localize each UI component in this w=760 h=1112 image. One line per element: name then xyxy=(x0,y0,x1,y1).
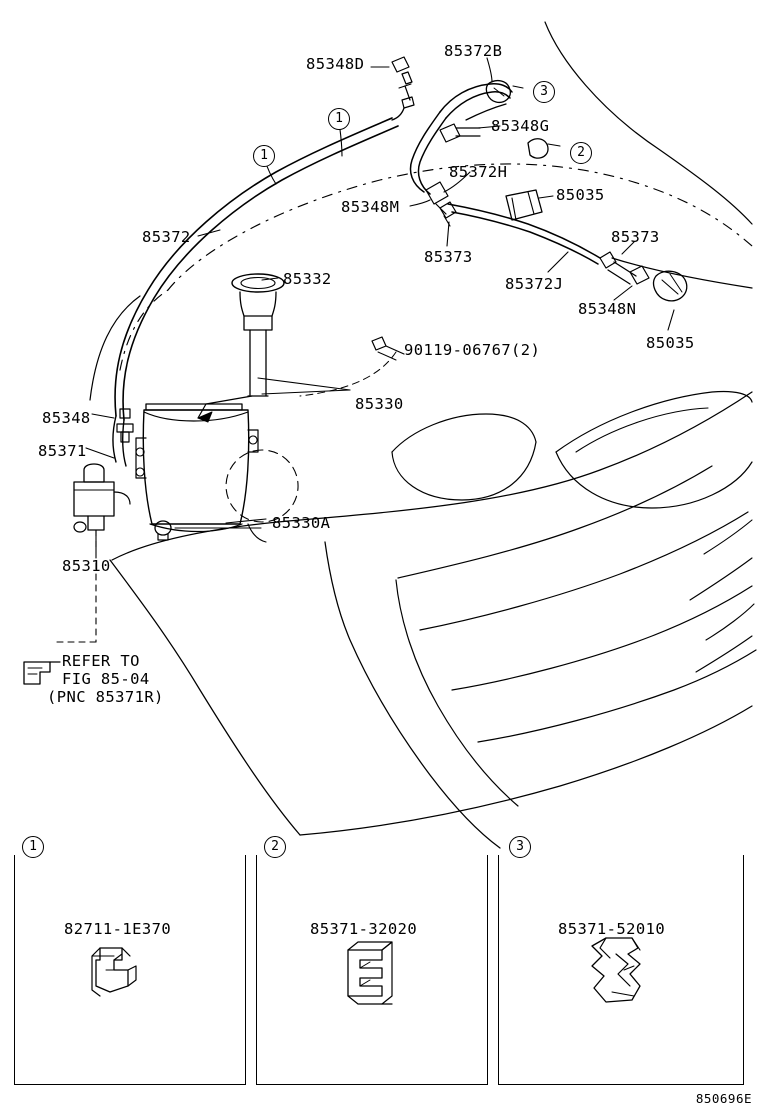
part-label-85372J: 85372J xyxy=(505,275,564,293)
part-label-85373-right: 85373 xyxy=(611,228,660,246)
part-label-85372B: 85372B xyxy=(444,42,503,60)
refer-to-note-line3: (PNC 85371R) xyxy=(47,688,164,706)
part-label-85035-right: 85035 xyxy=(646,334,695,352)
part-label-85330: 85330 xyxy=(355,395,404,413)
legend-part-number-3: 85371-52010 xyxy=(558,920,666,938)
part-label-85372: 85372 xyxy=(142,228,191,246)
callout-1-a[interactable]: 1 xyxy=(253,145,275,167)
callout-2[interactable]: 2 xyxy=(570,142,592,164)
part-label-85330A: 85330A xyxy=(272,514,331,532)
callout-3[interactable]: 3 xyxy=(533,81,555,103)
callout-1-b[interactable]: 1 xyxy=(328,108,350,130)
part-label-85371: 85371 xyxy=(38,442,87,460)
part-label-85332: 85332 xyxy=(283,270,332,288)
part-label-85372H: 85372H xyxy=(449,163,508,181)
legend-box-2 xyxy=(256,855,488,1085)
refer-to-note-line1: REFER TO xyxy=(62,652,140,670)
part-label-85035-top: 85035 xyxy=(556,186,605,204)
part-label-85348N: 85348N xyxy=(578,300,637,318)
part-label-85348M: 85348M xyxy=(341,198,400,216)
diagram-figure-code: 850696E xyxy=(695,1091,752,1106)
part-label-85373-left: 85373 xyxy=(424,248,473,266)
legend-callout-3[interactable]: 3 xyxy=(509,836,531,858)
legend-part-number-2: 85371-32020 xyxy=(310,920,418,938)
legend-part-number-1: 82711-1E370 xyxy=(64,920,172,938)
part-label-90119-06767: 90119-06767(2) xyxy=(404,341,541,359)
legend-box-3 xyxy=(498,855,744,1085)
part-label-85348D: 85348D xyxy=(306,55,365,73)
part-label-85348G: 85348G xyxy=(491,117,550,135)
legend-box-1 xyxy=(14,855,246,1085)
legend-callout-1[interactable]: 1 xyxy=(22,836,44,858)
part-label-85348: 85348 xyxy=(42,409,91,427)
legend-callout-2[interactable]: 2 xyxy=(264,836,286,858)
part-label-85310: 85310 xyxy=(62,557,111,575)
refer-to-note-line2: FIG 85-04 xyxy=(62,670,150,688)
